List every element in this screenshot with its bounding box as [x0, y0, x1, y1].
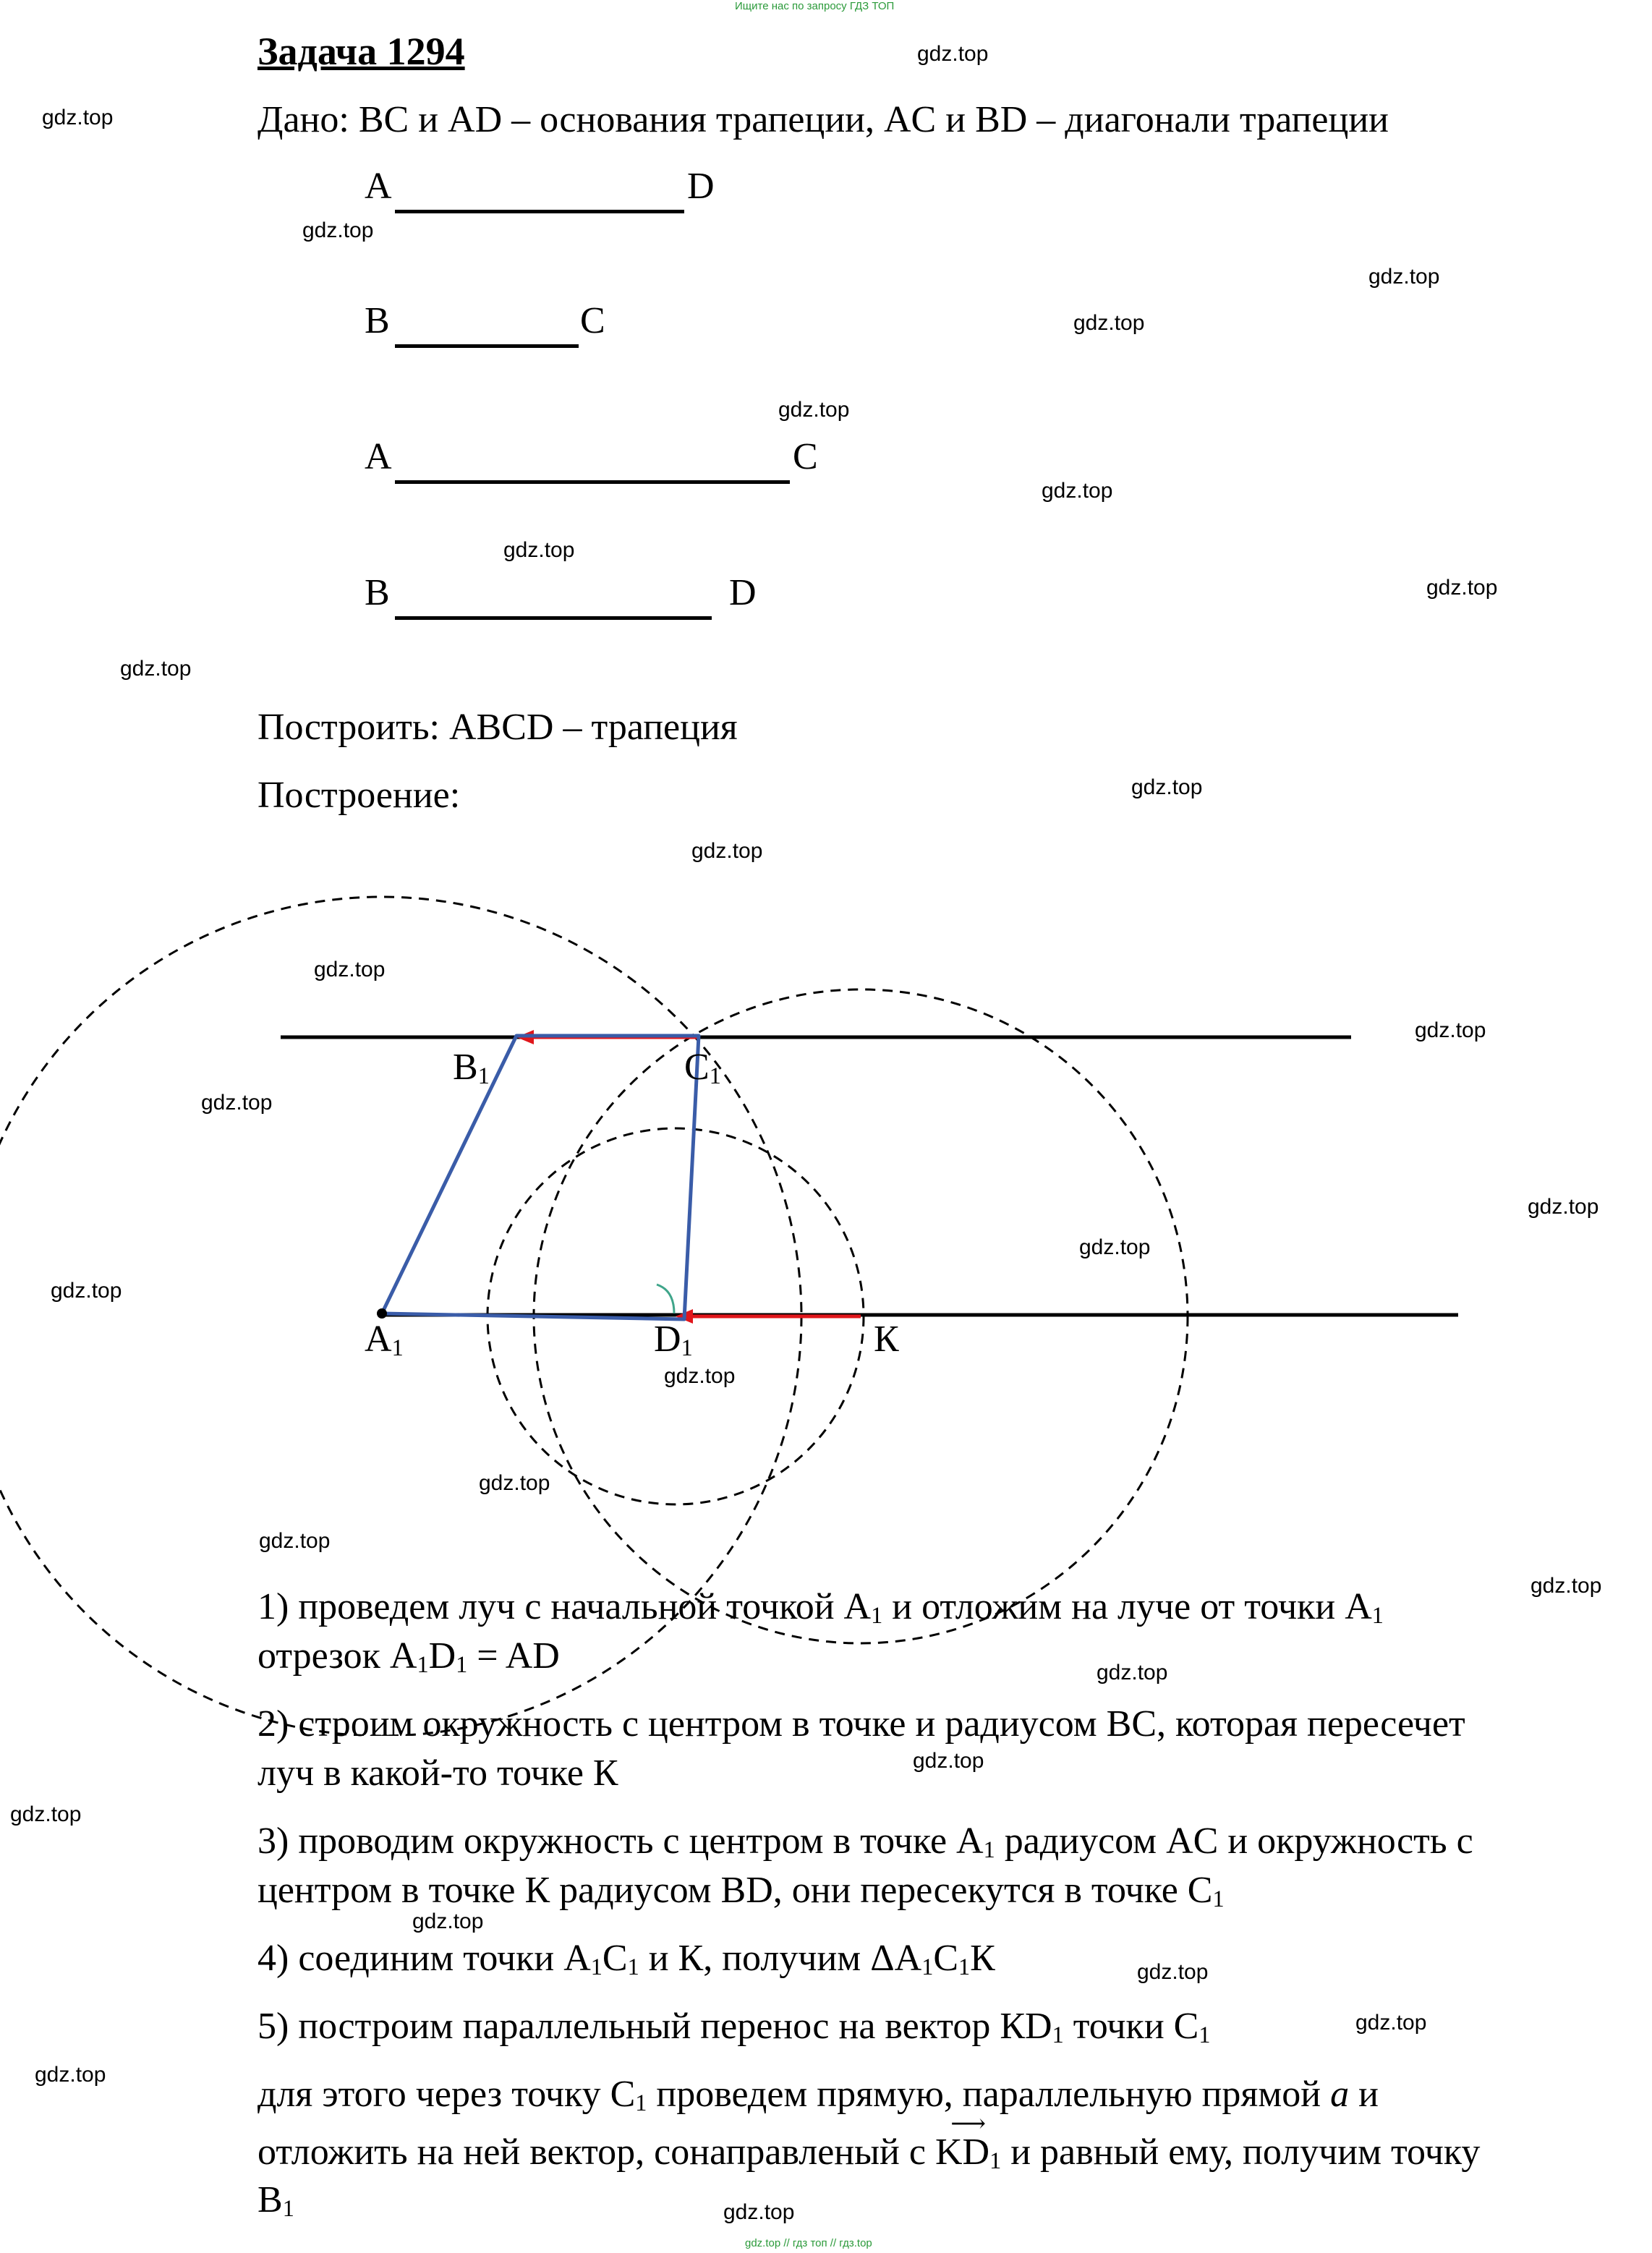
segment-ad-right-label: D: [687, 166, 715, 207]
point-a1: [377, 1308, 387, 1319]
step-1-line-1: 1) проведем луч с начальной точкой $A_1$ и отложим на луче от точки $A_1$: [257, 1586, 1384, 1628]
step-5-detail-line-2: отложить на ней вектор, сонаправленый с ⟶ $KD_1$ и равный ему, получим точку: [257, 2111, 1481, 2173]
site-search-banner: Ищите нас по запросу ГДЗ ТОП: [735, 0, 895, 12]
watermark: gdz.top: [1355, 2011, 1427, 2035]
watermark: gdz.top: [1137, 1960, 1209, 1984]
watermark: gdz.top: [664, 1364, 736, 1388]
watermark: gdz.top: [723, 2200, 795, 2224]
watermark: gdz.top: [302, 218, 374, 242]
watermark: gdz.top: [917, 42, 989, 66]
watermark: gdz.top: [1097, 1661, 1168, 1685]
segment-bd-left-label: B: [365, 572, 390, 613]
segment-bc-right-label: C: [580, 300, 605, 341]
vector-kd1-notation: ⟶ $KD_1$: [934, 2111, 1002, 2173]
watermark: gdz.top: [1042, 479, 1113, 503]
watermark: gdz.top: [42, 106, 114, 129]
watermark: gdz.top: [913, 1749, 984, 1773]
watermark: gdz.top: [778, 398, 850, 422]
label-a1: $A_1$: [365, 1319, 404, 1360]
label-c1: $C_1$: [684, 1047, 721, 1089]
step-2-line-2: луч в какой-то точке К: [257, 1752, 618, 1794]
watermark: gdz.top: [120, 657, 192, 681]
segment-bc-left-label: B: [365, 300, 390, 341]
angle-arc: [657, 1285, 674, 1313]
step-3-line-2: центром в точке К радиусом BD, они пересекутся в точке $C_1$: [257, 1870, 1225, 1912]
watermark: gdz.top: [259, 1529, 331, 1553]
watermark: gdz.top: [201, 1091, 273, 1115]
segment-ac: [395, 480, 790, 484]
page-title: Задача 1294: [257, 30, 465, 73]
watermark: gdz.top: [1415, 1018, 1486, 1042]
step-5-detail-line-3: $B_1$: [257, 2179, 294, 2221]
step-5-detail-line-1: для этого через точку $C_1$ проведем прямую, параллельную прямой a и: [257, 2074, 1379, 2116]
segment-bc: [395, 344, 579, 348]
step-5: 5) построим параллельный перенос на вектор $КD_1$ точки $C_1$: [257, 2006, 1211, 2048]
watermark: gdz.top: [1073, 311, 1145, 335]
label-k: К: [874, 1319, 899, 1360]
site-footer: gdz.top // гдз топ // гдз.top: [745, 2237, 872, 2249]
watermark: gdz.top: [691, 839, 763, 863]
watermark: gdz.top: [1530, 1574, 1602, 1598]
construct-task: Построить: ABCD – трапеция: [257, 707, 738, 748]
step-2-line-1: 2) строим окружность с центром в точке и радиусом BC, которая пересечет: [257, 1703, 1465, 1745]
watermark: gdz.top: [1426, 576, 1498, 600]
segment-ad-left-label: A: [365, 166, 392, 207]
segment-ad: [395, 210, 684, 213]
step-3-line-1: 3) проводим окружность с центром в точке $A_1$ радиусом AC и окружность с: [257, 1820, 1473, 1862]
watermark: gdz.top: [1079, 1235, 1151, 1259]
watermark: gdz.top: [10, 1802, 82, 1826]
trapezoid-a1b1c1d1: [382, 1036, 699, 1319]
given-text: Дано: BC и AD – основания трапеции, AC и BD – диагонали трапеции: [257, 99, 1389, 140]
segment-bd: [395, 616, 712, 620]
watermark: gdz.top: [1528, 1195, 1599, 1219]
segment-ac-left-label: A: [365, 436, 392, 477]
watermark: gdz.top: [479, 1471, 550, 1495]
watermark: gdz.top: [1131, 775, 1203, 799]
step-1-line-2: отрезок $A_1D_1$ = AD: [257, 1635, 560, 1677]
watermark: gdz.top: [503, 538, 575, 562]
segment-bd-right-label: D: [729, 572, 757, 613]
label-b1: $B_1$: [453, 1047, 490, 1089]
label-d1: $D_1$: [654, 1319, 693, 1360]
watermark: gdz.top: [412, 1909, 484, 1933]
watermark: gdz.top: [51, 1279, 122, 1303]
watermark: gdz.top: [35, 2063, 106, 2087]
construction-heading: Построение:: [257, 775, 461, 816]
watermark: gdz.top: [314, 958, 386, 981]
watermark: gdz.top: [1368, 265, 1440, 289]
segment-ac-right-label: C: [793, 436, 818, 477]
step-4: 4) соединим точки $A_1C_1$ и К, получим $\Delta A_1C_1К$: [257, 1938, 995, 1980]
